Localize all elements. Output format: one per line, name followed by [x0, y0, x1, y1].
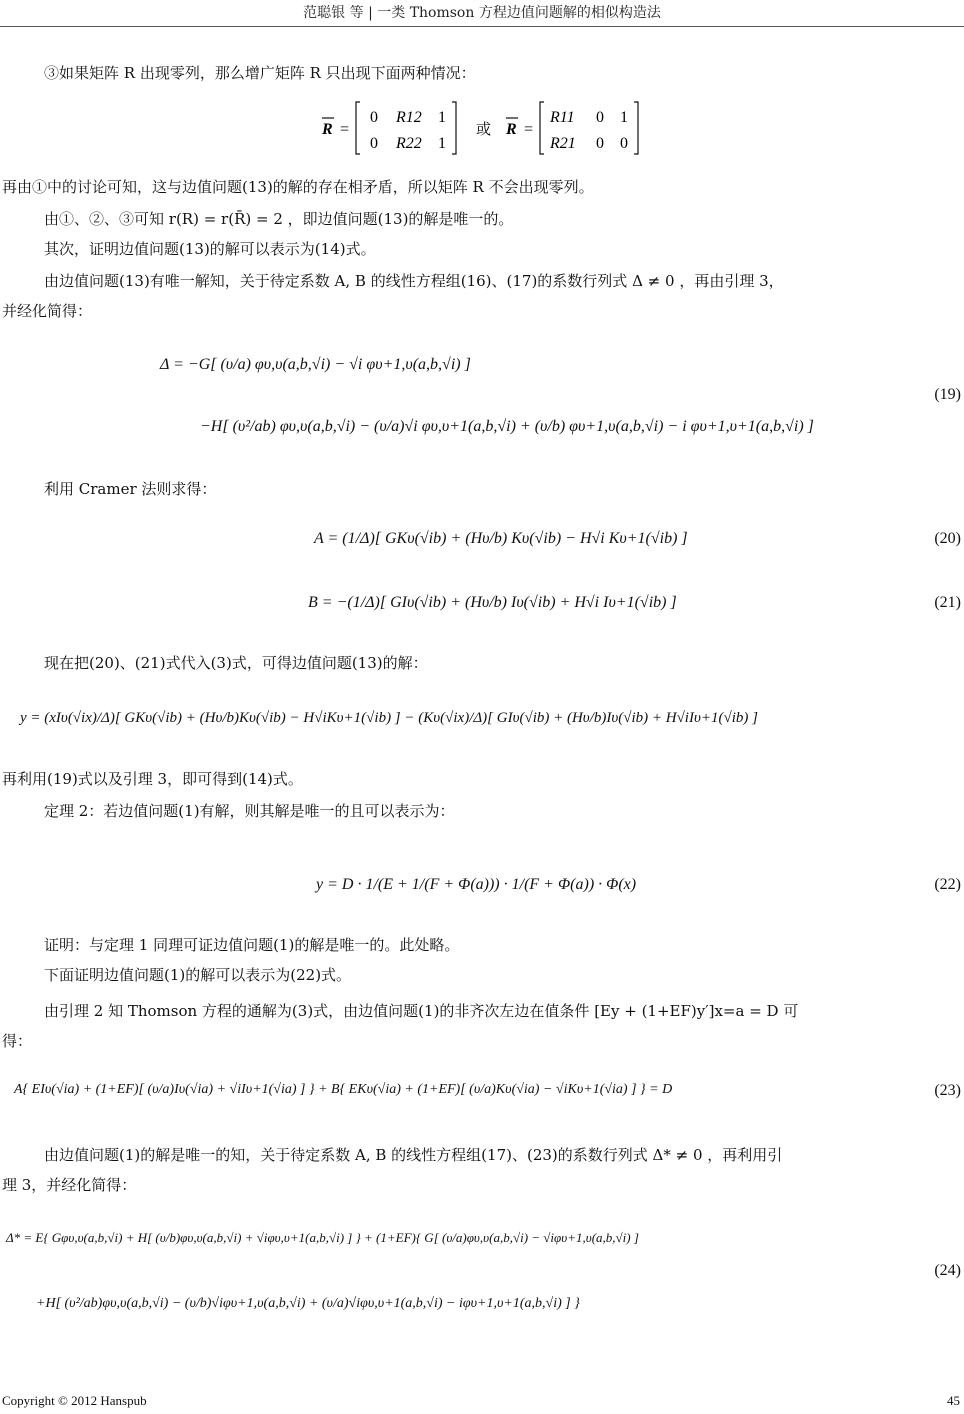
paragraph-secondly: 其次，证明边值问题(13)的解可以表示为(14)式。: [44, 240, 376, 258]
paragraph-substitute: 现在把(20)、(21)式代入(3)式，可得边值问题(13)的解：: [44, 654, 428, 672]
equation-22: y = D · 1/(E + 1/(F + Φ(a))) · 1/(F + Φ(a)) · Φ(x): [316, 876, 637, 893]
matrix-symbol-r1: R: [322, 121, 333, 138]
augmented-matrix-cases: [320, 96, 660, 160]
equation-number-23: (23): [934, 1082, 961, 1099]
m1-r1c1: 0: [370, 109, 378, 126]
equation-19-line1: Δ = −G[ (υ/a) φυ,υ(a,b,√i) − √i φυ+1,υ(a,b,√i) ]: [160, 356, 471, 373]
paragraph-obtain-14: 再利用(19)式以及引理 3，即可得到(14)式。: [2, 770, 303, 788]
equation-24-line2: +H[ (υ²/ab)φυ,υ(a,b,√i) − (υ/b)√iφυ+1,υ(a,b,√i) + (υ/a)√iφυ,υ+1(a,b,√i) − iφυ+1,υ+1(a,b,√i) ] }: [36, 1296, 580, 1311]
paragraph-lemma-3: 理 3，并经化简得：: [2, 1176, 137, 1194]
equation-24-line1: Δ* = E{ Gφυ,υ(a,b,√i) + H[ (υ/b)φυ,υ(a,b,√i) + √iφυ,υ+1(a,b,√i) ] } + (1+EF){ G[ (υ/a)φυ,υ(a,b,√i) − √iφυ+1,υ(a,b,√i) ]: [6, 1230, 639, 1245]
paragraph-contradiction: 再由①中的讨论可知，这与边值问题(13)的解的存在相矛盾，所以矩阵 R 不会出现零列。: [2, 178, 594, 196]
equation-23: A{ EIυ(√ia) + (1+EF)[ (υ/a)Iυ(√ia) + √iIυ+1(√ia) ] } + B{ EKυ(√ia) + (1+EF)[ (υ/a)Kυ(√ia) − √iKυ+1(√ia) ] } = D: [14, 1082, 673, 1097]
paragraph-determinant: 由边值问题(13)有唯一解知，关于待定系数 A, B 的线性方程组(16)、(17)的系数行列式 Δ ≠ 0 ，再由引理 3，: [44, 272, 784, 290]
equation-20: A = (1/Δ)[ GKυ(√ib) + (Hυ/b) Kυ(√ib) − H√i Kυ+1(√ib) ]: [314, 530, 688, 547]
m1-r2c2: R22: [396, 135, 422, 152]
m2-r2c3: 0: [620, 135, 628, 152]
svg-text:=: =: [340, 121, 350, 138]
m2-r1c1: R11: [550, 109, 575, 126]
paragraph-prove-22: 下面证明边值问题(1)的解可以表示为(22)式。: [44, 966, 352, 984]
equation-number-20: (20): [934, 530, 961, 547]
m2-r1c3: 1: [620, 109, 628, 126]
equation-number-21: (21): [934, 594, 961, 611]
equation-solution: y = (xIυ(√ix)/Δ)[ GKυ(√ib) + (Hυ/b)Kυ(√ib) − H√iKυ+1(√ib) ] − (Kυ(√ix)/Δ)[ GIυ(√ib) + (Hυ/b)Iυ(√ib) + H√iIυ+1(√ib) ]: [20, 710, 758, 726]
m2-r2c2: 0: [596, 135, 604, 152]
m2-r2c1: R21: [550, 135, 576, 152]
m1-r2c1: 0: [370, 135, 378, 152]
paragraph-obtain: 得：: [2, 1032, 33, 1050]
paragraph-simplify: 并经化简得：: [2, 302, 93, 320]
matrix-symbol-r2: R: [506, 121, 517, 138]
paragraph-zero-column: ③如果矩阵 R 出现零列，那么增广矩阵 R 只出现下面两种情况：: [44, 64, 476, 82]
or-label: 或: [476, 120, 492, 138]
paragraph-proof: 证明：与定理 1 同理可证边值问题(1)的解是唯一的。此处略。: [44, 936, 460, 954]
footer-page-number: 45: [947, 1393, 960, 1408]
m1-r1c2: R12: [396, 109, 422, 126]
equation-21: B = −(1/Δ)[ GIυ(√ib) + (Hυ/b) Iυ(√ib) + H√i Iυ+1(√ib) ]: [308, 594, 677, 611]
m1-r2c3: 1: [438, 135, 446, 152]
running-header: 范聪银 等 | 一类 Thomson 方程边值问题解的相似构造法: [303, 5, 661, 21]
paragraph-unique-det: 由边值问题(1)的解是唯一的知，关于待定系数 A, B 的线性方程组(17)、(23)的系数行列式 Δ* ≠ 0 ，再利用引: [44, 1146, 783, 1164]
paragraph-theorem-2: 定理 2：若边值问题(1)有解，则其解是唯一的且可以表示为：: [44, 802, 455, 820]
svg-text:=: =: [524, 121, 534, 138]
m1-r1c3: 1: [438, 109, 446, 126]
paragraph-cramer: 利用 Cramer 法则求得：: [44, 480, 217, 498]
paragraph-lemma-2: 由引理 2 知 Thomson 方程的通解为(3)式，由边值问题(1)的非齐次左边在值条件 [Ey + (1+EF)y′]x=a = D 可: [44, 1002, 799, 1020]
equation-number-19: (19): [934, 386, 961, 403]
footer-copyright: Copyright © 2012 Hanspub: [2, 1393, 147, 1408]
m2-r1c2: 0: [596, 109, 604, 126]
equation-number-24: (24): [934, 1262, 961, 1279]
equation-number-22: (22): [934, 876, 961, 893]
paragraph-uniqueness: 由①、②、③可知 r(R) = r(R̄) = 2 ，即边值问题(13)的解是唯一的。: [44, 210, 514, 228]
header-divider: [0, 26, 964, 27]
equation-19-line2: −H[ (υ²/ab) φυ,υ(a,b,√i) − (υ/a)√i φυ,υ+1(a,b,√i) + (υ/b) φυ+1,υ(a,b,√i) − i φυ+1,υ+1(a,b,√i) ]: [200, 418, 814, 435]
